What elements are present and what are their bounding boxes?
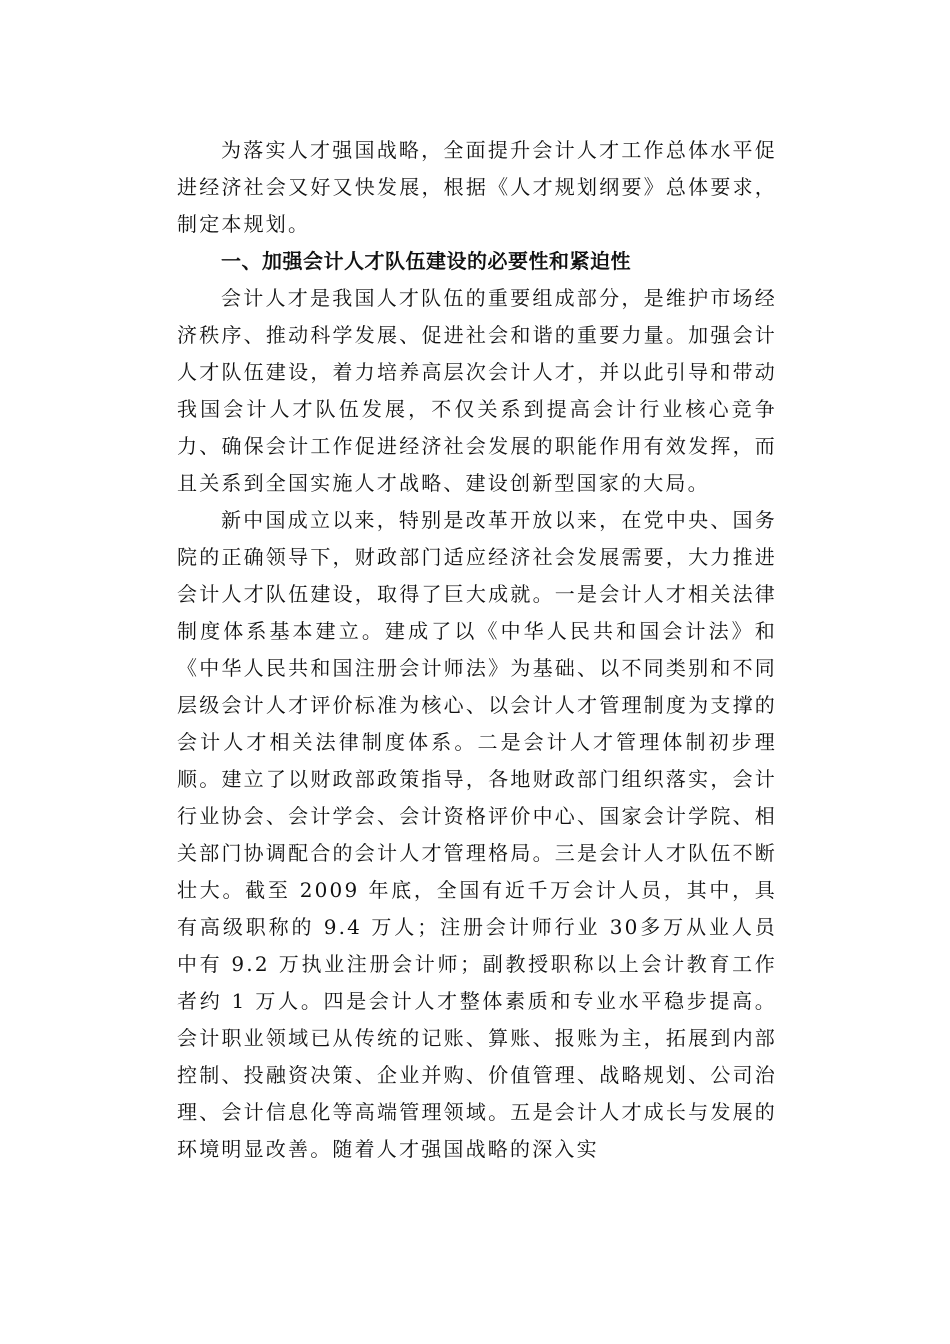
body-paragraph-1: 会计人才是我国人才队伍的重要组成部分，是维护市场经济秩序、推动科学发展、促进社会和谐的重要力量。加强会计人才队伍建设，着力培养高层次会计人才，并以此引导和带动我国会计人才队伍发展，不仅关系到提高会计行业核心竞争力、确保会计工作促进经济社会发展的职能作用有效发挥，而且关系到全国实施人才战略、建设创新型国家的大局。 xyxy=(177,286,777,495)
section-heading: 一、加强会计人才队伍建设的必要性和紧迫性 xyxy=(221,249,631,273)
intro-paragraph: 为落实人才强国战略，全面提升会计人才工作总体水平促进经济社会又好又快发展，根据《人才规划纲要》总体要求，制定本规划。 xyxy=(177,138,777,236)
document-body xyxy=(177,132,777,1168)
body-paragraph-2: 新中国成立以来，特别是改革开放以来，在党中央、国务院的正确领导下，财政部门适应经济社会发展需要，大力推进会计人才队伍建设，取得了巨大成就。一是会计人才相关法律制度体系基本建立。建成了以《中华人民共和国会计法》和《中华人民共和国注册会计师法》为基础、以不同类别和不同层级会计人才评价标准为核心、以会计人才管理制度为支撑的会计人才相关法律制度体系。二是会计人才管理体制初步理顺。建立了以财政部政策指导，各地财政部门组织落实，会计行业协会、会计学会、会计资格评价中心、国家会计学院、相关部门协调配合的会计人才管理格局。三是会计人才队伍不断壮大。截至 2009 年底，全国有近千万会计人员，其中，具有高级职称的 9.4 万人；注册会计师行业 30多万从业人员中有 9.2 万执业注册会计师；副教授职称以上会计教育工作者约 1 万人。四是会计人才整体素质和专业水平稳步提高。会计职业领域已从传统的记账、算账、报账为主，拓展到内部控制、投融资决策、企业并购、价值管理、战略规划、公司治理、会计信息化等高端管理领域。五是会计人才成长与发展的环境明显改善。随着人才强国战略的深入实 xyxy=(177,508,777,1161)
